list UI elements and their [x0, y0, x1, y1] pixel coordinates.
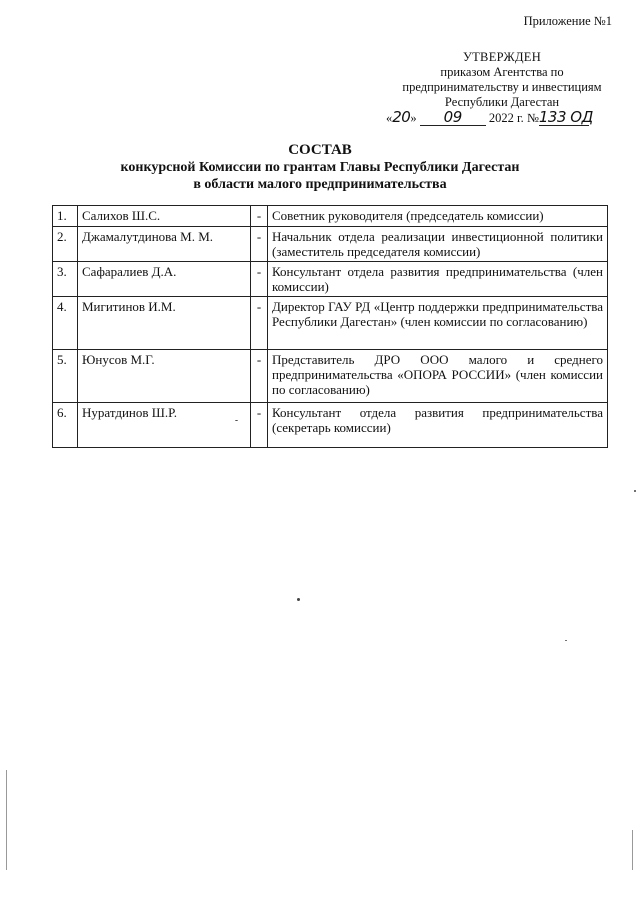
date-quote-close: » [410, 111, 417, 125]
member-number: 1. [53, 206, 78, 227]
member-role: Консультант отдела развития предпринимательства (член комиссии) [268, 262, 608, 297]
table-row [53, 262, 608, 297]
appendix-label: Приложение №1 [523, 14, 612, 28]
scan-speck [235, 420, 238, 421]
title-line-3: в области малого предпринимательства [193, 177, 447, 192]
order-number-field [538, 108, 593, 126]
table-row [53, 206, 608, 227]
member-role: Советник руководителя (председатель комиссии) [268, 206, 608, 227]
members-table [52, 205, 608, 448]
member-name: Сафаралиев Д.А. [78, 262, 251, 297]
member-number: 3. [53, 262, 78, 297]
member-role: Начальник отдела реализации инвестиционной политики (заместитель председателя комиссии) [268, 227, 608, 262]
member-dash: - [251, 350, 268, 403]
member-number: 6. [53, 403, 78, 448]
table-row [53, 297, 608, 350]
scan-margin-line [632, 830, 633, 870]
title-main: СОСТАВ [288, 142, 352, 158]
table-row [53, 350, 608, 403]
member-dash: - [251, 227, 268, 262]
approval-line-3: Республики Дагестан [444, 95, 560, 109]
member-name: Юнусов М.Г. [78, 350, 251, 403]
member-dash: - [251, 262, 268, 297]
date-quote-open: « [386, 111, 393, 125]
member-name: Джамалутдинова М. М. [78, 227, 251, 262]
order-number-handwritten: 133 ОД [538, 108, 593, 126]
date-day-handwritten: 20 [392, 108, 411, 126]
scan-speck [297, 598, 300, 601]
scan-speck [565, 640, 567, 641]
scan-speck [634, 490, 636, 492]
member-dash: - [251, 206, 268, 227]
member-dash: - [251, 403, 268, 448]
member-role: Директор ГАУ РД «Центр поддержки предпринимательства Республики Дагестан» (член комиссии по согласованию) [268, 297, 608, 350]
date-year: 2022 г. [488, 111, 524, 125]
scan-margin-line [6, 770, 7, 870]
member-name: Нуратдинов Ш.Р. [78, 403, 251, 448]
table-row [53, 403, 608, 448]
approval-block [382, 50, 622, 126]
member-role: Консультант отдела развития предпринимательства (секретарь комиссии) [268, 403, 608, 448]
member-number: 2. [53, 227, 78, 262]
member-name: Мигитинов И.М. [78, 297, 251, 350]
approval-line-1: приказом Агентства по [440, 65, 564, 79]
member-role: Представитель ДРО ООО малого и среднего предпринимательства «ОПОРА РОССИИ» (член комиссии по согласованию) [268, 350, 608, 403]
approval-line-2: предпринимательству и инвестициям [402, 80, 602, 94]
table-row [53, 227, 608, 262]
member-name: Салихов Ш.С. [78, 206, 251, 227]
title-line-2: конкурсной Комиссии по грантам Главы Республики Дагестан [120, 160, 520, 175]
document-title [0, 142, 640, 193]
member-number: 5. [53, 350, 78, 403]
number-sign: № [526, 111, 539, 125]
member-number: 4. [53, 297, 78, 350]
date-month-handwritten: 09 [443, 108, 462, 126]
approval-title: УТВЕРЖДЕН [462, 50, 542, 64]
member-dash: - [251, 297, 268, 350]
date-month-field [420, 108, 486, 126]
approval-date-line [386, 110, 622, 126]
